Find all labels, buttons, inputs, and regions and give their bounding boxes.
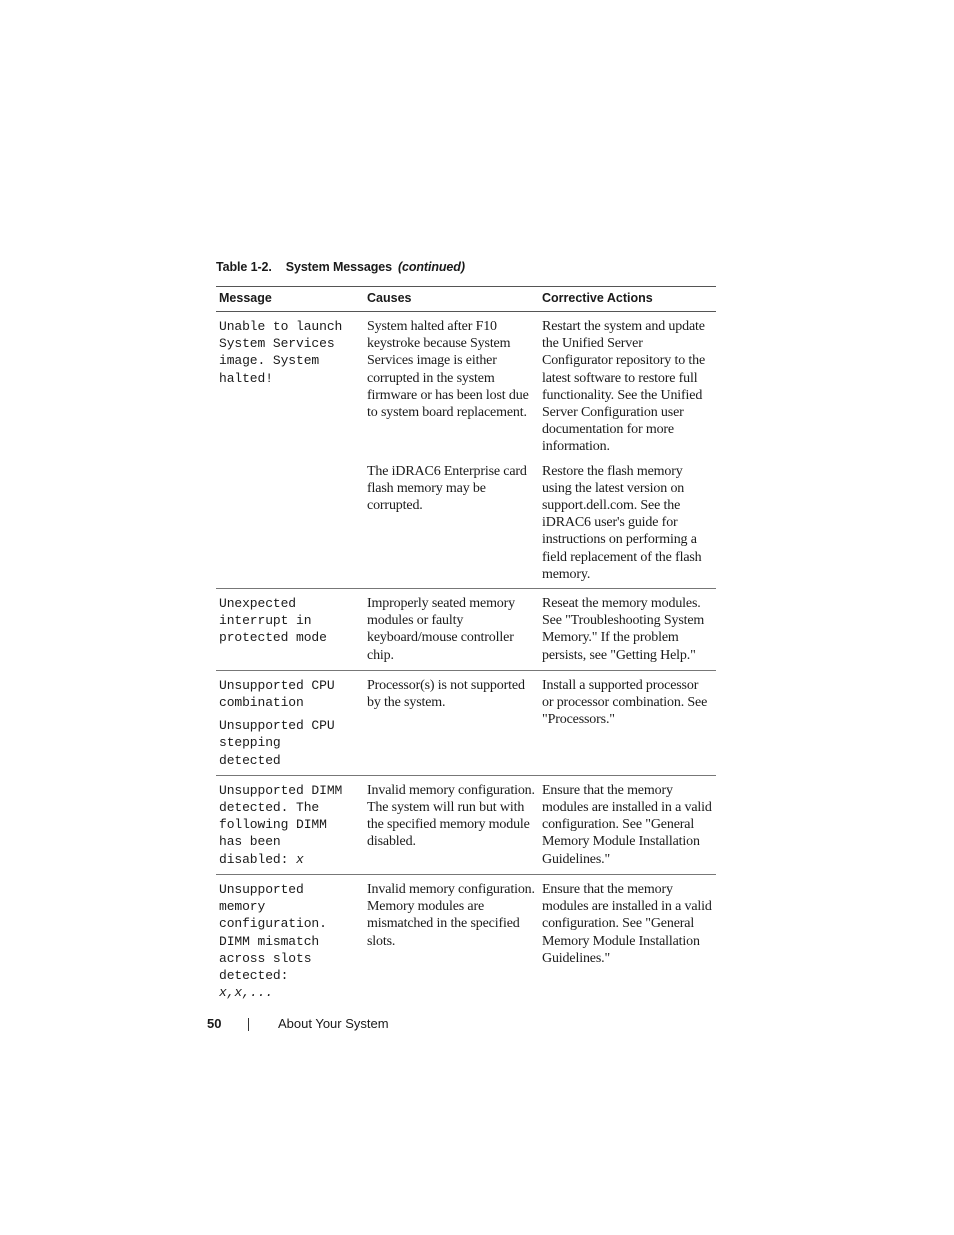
cause-cell: Invalid memory configuration. Memory modules are mismatched in the specified slots. [367, 881, 535, 949]
cause-cell: System halted after F10 keystroke because System Services image is either corrupted in the system firmware or has been lost due to system board replacement. [367, 319, 529, 421]
action-cell: Ensure that the memory modules are installed in a valid configuration. See "General Memory Module Installation Guidelines." [542, 782, 712, 867]
message-cell: Unable to launch System Services image. System halted! [219, 319, 343, 386]
section-title: About Your System [278, 1016, 389, 1031]
table-caption [216, 260, 465, 274]
message-cell: Unexpected interrupt in protected mode [219, 596, 327, 646]
message-text: Unsupported memory configuration. DIMM mismatch across slots detected: [219, 881, 327, 983]
table-row [216, 589, 716, 671]
action-cell: Install a supported processor or processor combination. See "Processors." [542, 677, 708, 728]
table-row [216, 875, 716, 1007]
message-text: Unsupported DIMM detected. The following DIMM has been disabled: [219, 782, 343, 867]
message-cell [216, 782, 364, 868]
cause-action-group [364, 318, 716, 583]
message-cell [216, 881, 364, 1001]
header-corrective-actions: Corrective Actions [542, 291, 653, 305]
header-message: Message [219, 291, 272, 305]
table-number: Table 1-2. [216, 260, 272, 274]
system-messages-table [216, 286, 716, 1007]
page-number: 50 [207, 1016, 222, 1031]
table-header-row [216, 287, 716, 312]
action-cell: Restart the system and update the Unified Server Configurator repository to the latest software to restore full functionality. See the Unified Server Configuration user documentation for more information. [542, 319, 706, 455]
cause-cell: The iDRAC6 Enterprise card flash memory may be corrupted. [367, 463, 527, 514]
message-line: Unsupported CPU stepping detected [219, 718, 335, 768]
footer-divider [248, 1018, 249, 1031]
header-causes: Causes [367, 291, 412, 305]
cause-cell: Processor(s) is not supported by the system. [367, 677, 525, 711]
table-row [216, 776, 716, 875]
table-continued: (continued) [397, 260, 465, 274]
page-footer [207, 1016, 389, 1031]
table-row [216, 312, 716, 589]
cause-cell: Improperly seated memory modules or faulty keyboard/mouse controller chip. [367, 596, 516, 663]
table-row [216, 671, 716, 776]
message-variable: x,x,... [219, 985, 273, 1001]
action-cell: Ensure that the memory modules are installed in a valid configuration. See "General Memory Module Installation Guidelines." [542, 881, 712, 966]
action-cell: Restore the flash memory using the latest version on support.dell.com. See the iDRAC6 user's guide for instructions on performing a field replacement of the flash memory. [542, 463, 702, 582]
table-title: System Messages [285, 260, 392, 274]
message-line: Unsupported CPU combination [219, 677, 335, 711]
message-cell [216, 677, 364, 769]
action-cell: Reseat the memory modules. See "Troubleshooting System Memory." If the problem persists, see "Getting Help." [542, 596, 705, 663]
cause-cell: Invalid memory configuration. The system will run but with the specified memory module disabled. [367, 782, 535, 850]
message-variable: x [296, 851, 304, 867]
